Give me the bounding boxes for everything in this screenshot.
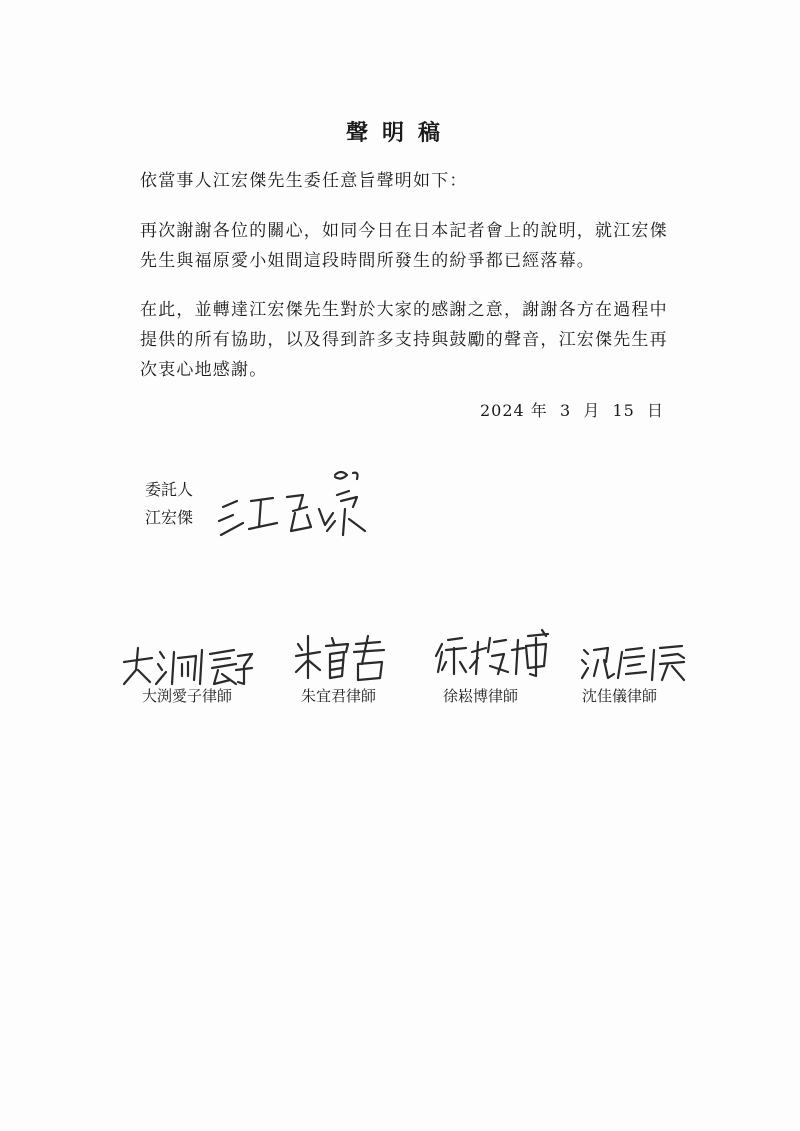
lawyer-label-2: 朱宜君律師 — [301, 687, 377, 705]
principal-name-label: 江宏傑 — [145, 508, 194, 527]
lawyer-label-4: 沈佳儀律師 — [582, 687, 658, 705]
lawyer-signature-3 — [432, 628, 552, 683]
lawyer-signature-1 — [118, 640, 253, 690]
principal-signature — [215, 465, 385, 540]
body-paragraph-2: 在此，並轉達江宏傑先生對於大家的感謝之意，謝謝各方在過程中提供的所有協助，以及得到許多支持與鼓勵的聲音，江宏傑先生再次衷心地感謝。 — [140, 300, 668, 380]
body-paragraph-1: 再次謝謝各位的關心，如同今日在日本記者會上的說明，就江宏傑先生與福原愛小姐間這段時間所發生的紛爭都已經落幕。 — [140, 221, 668, 271]
intro-paragraph: 依當事人江宏傑先生委任意旨聲明如下： — [140, 171, 468, 191]
principal-role-label: 委託人 — [145, 480, 194, 499]
statement-date: 2024 年 3 月 15 日 — [480, 401, 665, 420]
lawyer-label-1: 大渕愛子律師 — [142, 687, 233, 705]
lawyer-signature-2 — [292, 630, 392, 685]
lawyer-label-3: 徐崧博律師 — [443, 687, 519, 705]
document-title: 聲明稿 — [345, 120, 454, 146]
lawyer-signature-4 — [578, 640, 688, 685]
